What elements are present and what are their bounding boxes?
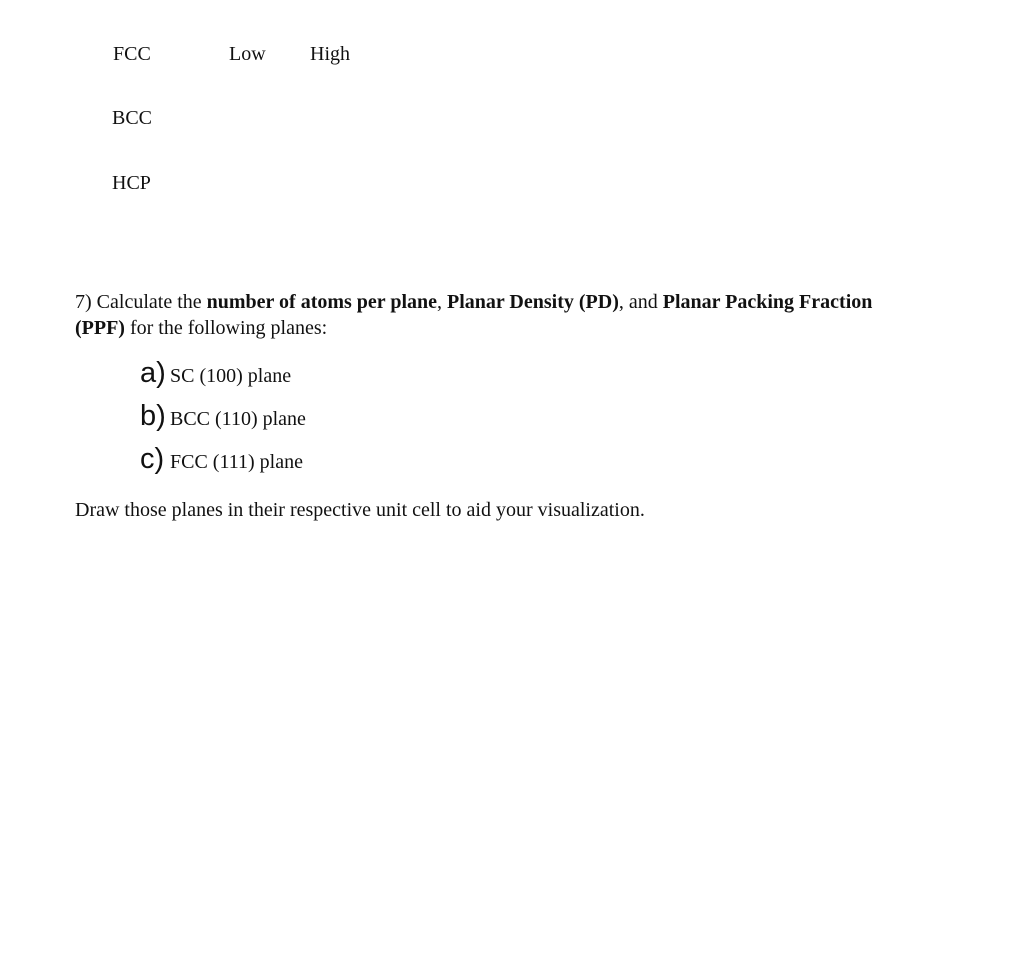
item-letter: c) [140,443,165,475]
structure-label-hcp: HCP [112,172,151,194]
question-lead: Calculate the [96,291,202,313]
question-7-line-2 [75,316,327,341]
question-tail: for the following planes: [129,317,328,339]
item-text: BCC (110) plane [170,408,306,430]
list-item-a [140,357,291,392]
column-header-high: High [310,43,350,65]
term-atoms-per-plane: number of atoms per plane [206,291,438,313]
question-number: 7) [75,291,92,313]
list-item-c [140,443,303,478]
separator-2: , and [618,291,658,313]
column-header-low: Low [229,43,266,65]
separator-1: , [437,291,443,313]
item-text: SC (100) plane [170,365,292,387]
term-planar-packing-fraction: Planar Packing Fraction [662,291,873,313]
structure-label-bcc: BCC [112,107,153,129]
item-letter: a) [140,357,166,389]
list-item-b [140,400,306,435]
instruction-text: Draw those planes in their respective unit cell to aid your visualization. [75,499,645,521]
term-planar-density: Planar Density (PD) [447,291,619,313]
item-letter: b) [140,400,166,432]
item-text: FCC (111) plane [170,451,303,473]
question-7-line-1 [75,290,872,315]
term-ppf: (PPF) [75,317,125,339]
structure-label-fcc: FCC [113,43,151,65]
